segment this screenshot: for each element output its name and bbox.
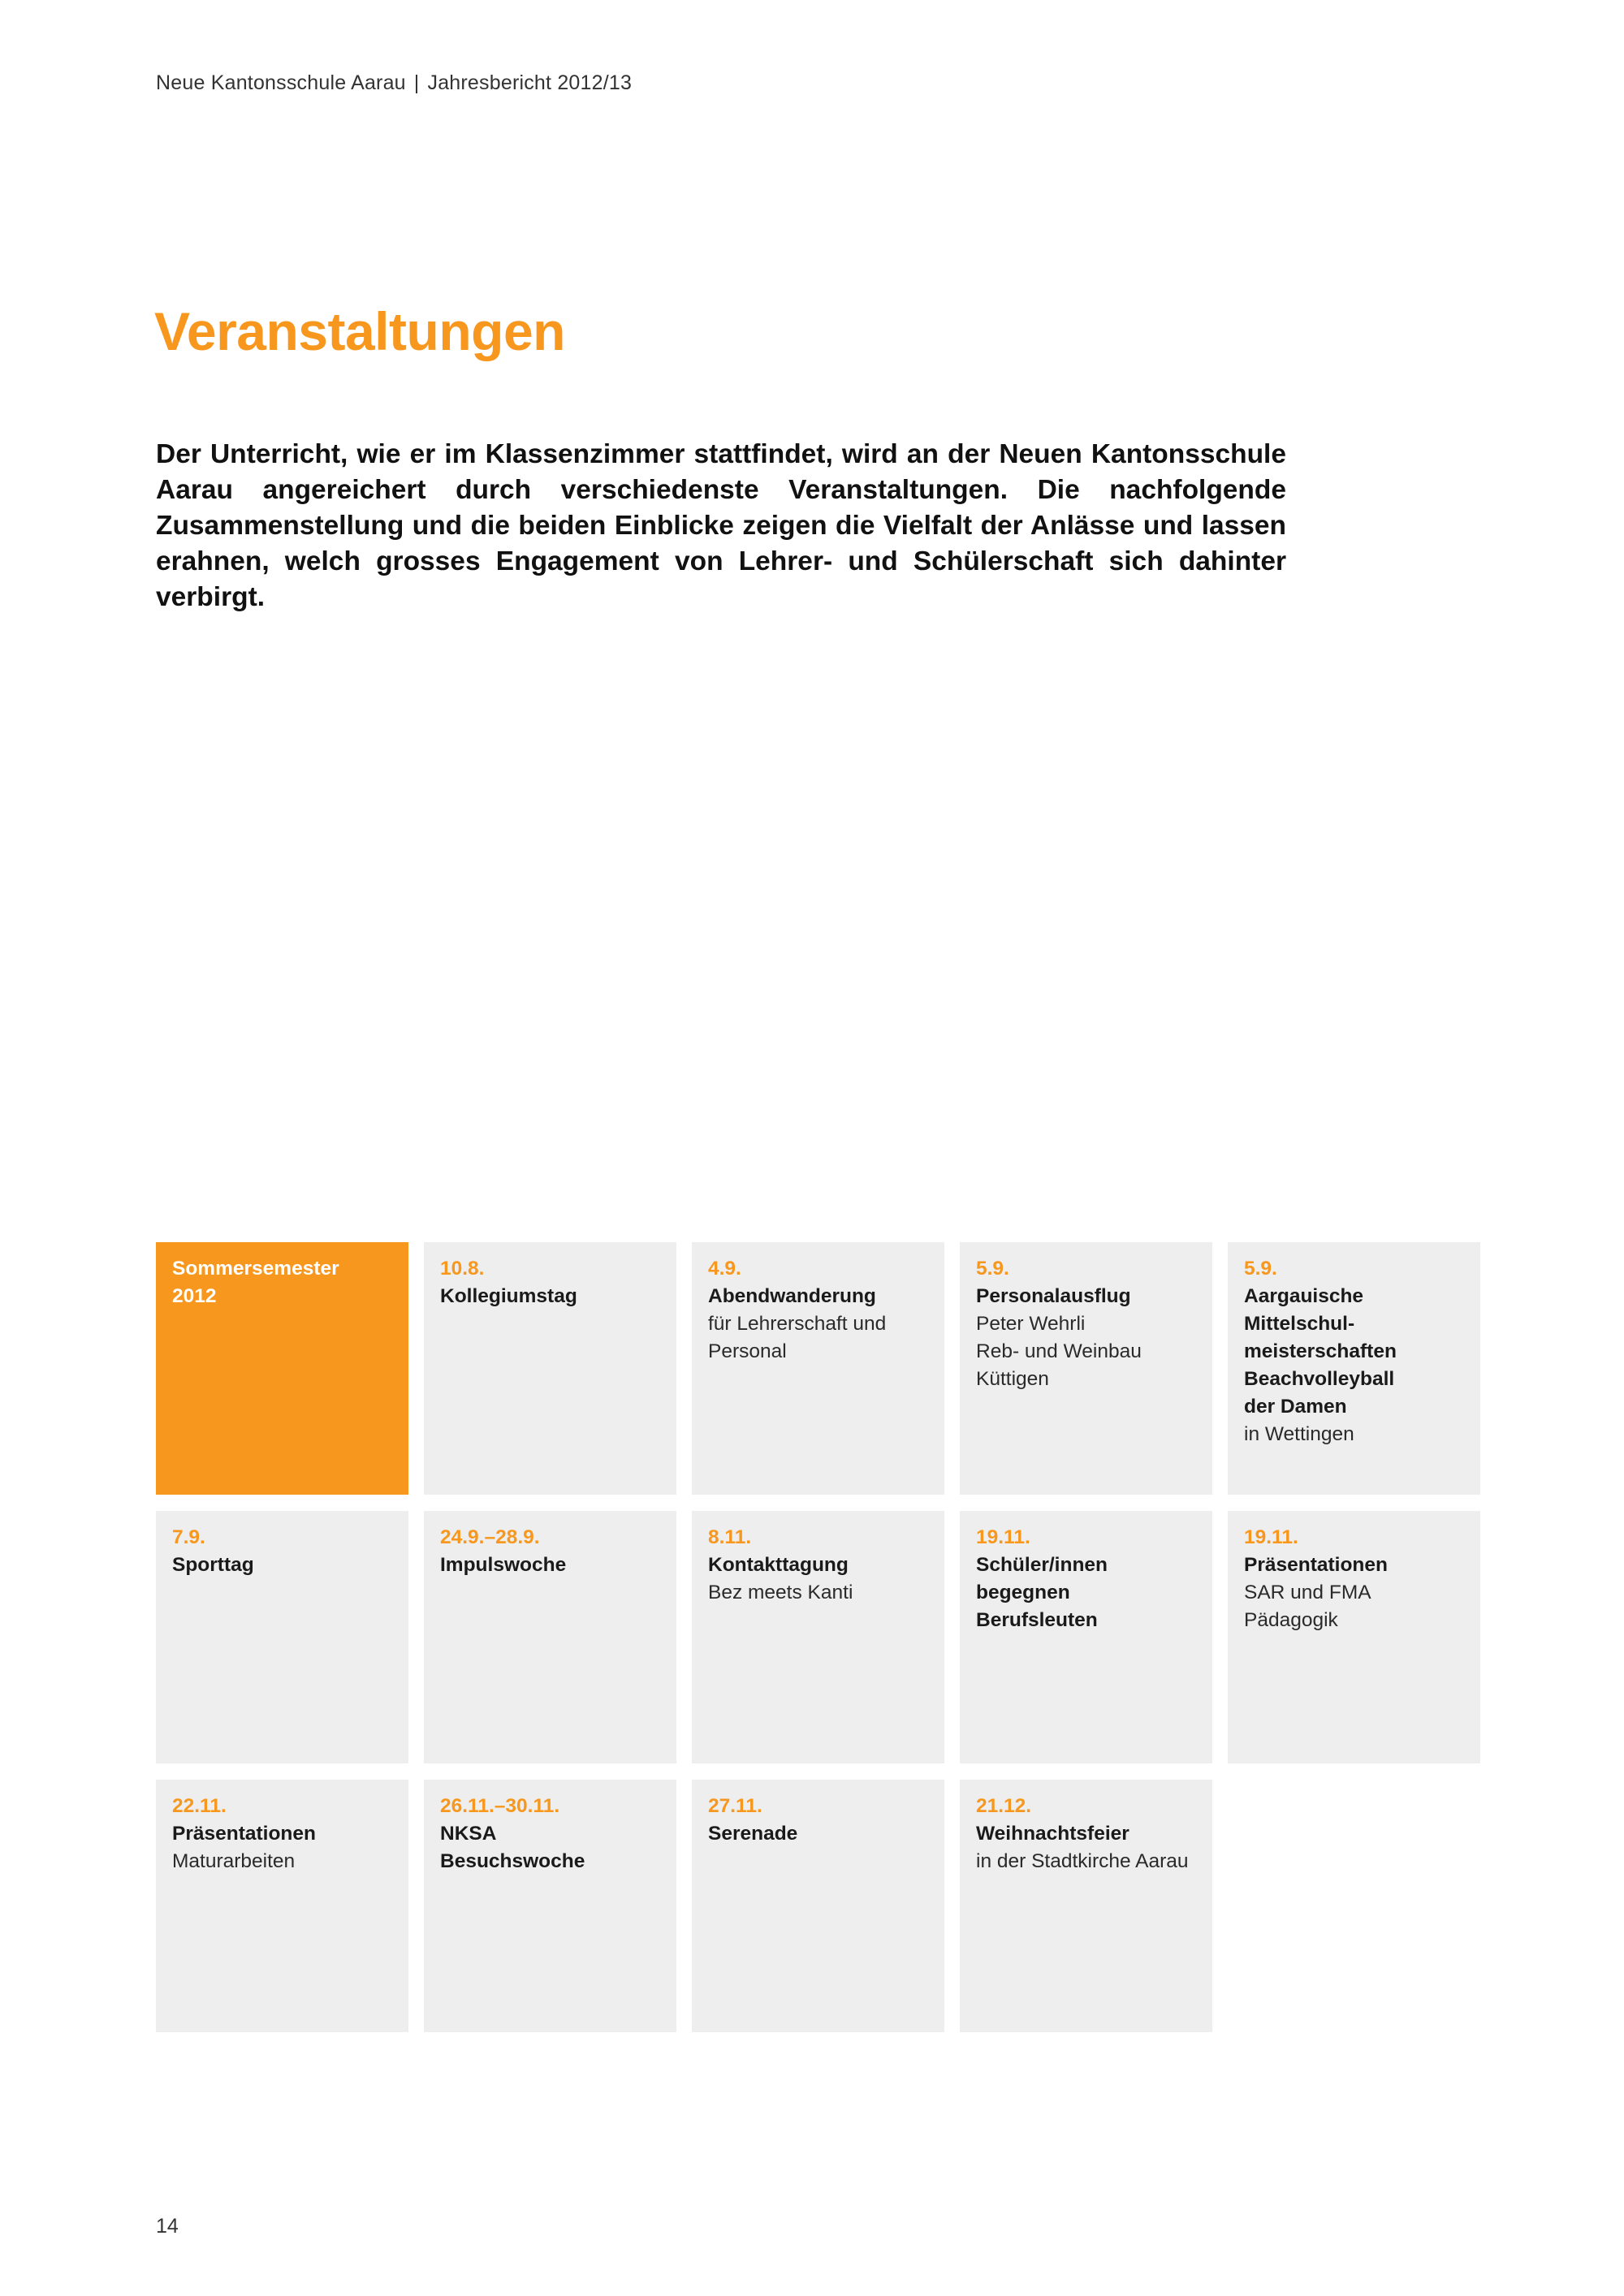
event-date: 27.11. — [708, 1795, 762, 1817]
event-date: 4.9. — [708, 1258, 741, 1280]
page-title: Veranstaltungen — [154, 301, 565, 361]
event-tile — [424, 1242, 676, 1495]
event-tile — [960, 1780, 1212, 2032]
event-detail: in der Stadtkirche Aarau — [976, 1850, 1189, 1872]
event-title: Personalausflug — [976, 1285, 1131, 1307]
event-tile — [960, 1511, 1212, 1763]
header-school-name: Neue Kantonsschule Aarau — [156, 71, 406, 94]
semester-label: Sommersemester 2012 — [172, 1258, 339, 1307]
event-date: 10.8. — [440, 1258, 485, 1280]
event-date: 21.12. — [976, 1795, 1032, 1817]
event-detail: SAR und FMA Pädagogik — [1244, 1582, 1371, 1631]
header-separator: | — [413, 71, 420, 94]
event-title: Kontakttagung — [708, 1554, 849, 1576]
events-grid — [156, 1242, 1480, 2032]
event-title: Serenade — [708, 1823, 798, 1845]
event-tile — [960, 1242, 1212, 1495]
event-title: Schüler/innen begegnen Berufsleuten — [976, 1554, 1108, 1631]
event-detail: für Lehrerschaft und Personal — [708, 1313, 887, 1362]
event-detail: Maturarbeiten — [172, 1850, 296, 1872]
page-number: 14 — [156, 2215, 179, 2238]
event-date: 5.9. — [1244, 1258, 1277, 1280]
event-title: Weihnachtsfeier — [976, 1823, 1129, 1845]
event-date: 5.9. — [976, 1258, 1009, 1280]
event-date: 24.9.–28.9. — [440, 1526, 540, 1548]
event-date: 19.11. — [976, 1526, 1030, 1548]
event-title: NKSA Besuchswoche — [440, 1823, 585, 1872]
header-report-name: Jahresbericht 2012/13 — [427, 71, 633, 94]
event-tile — [424, 1511, 676, 1763]
intro-paragraph: Der Unterricht, wie er im Klassenzimmer stattfindet, wird an der Neuen Kantonsschule Aarau angereichert durch verschiedenste Veranstaltungen. Die nachfolgende Zusammenstellung und die beiden Einblicke zeigen die Vielfalt der Anlässe und lassen erahnen, welch grosses Engagement von Lehrer- und Schülerschaft sich dahinter verbirgt. — [156, 439, 1286, 612]
event-title: Präsentationen — [1244, 1554, 1388, 1576]
event-title: Präsentationen — [172, 1823, 316, 1845]
event-tile — [156, 1511, 408, 1763]
event-date: 26.11.–30.11. — [440, 1795, 560, 1817]
event-tile — [692, 1780, 944, 2032]
event-tile — [156, 1780, 408, 2032]
event-title: Sporttag — [172, 1554, 254, 1576]
event-detail: in Wettingen — [1244, 1423, 1354, 1445]
event-detail: Peter Wehrli Reb- und Weinbau Küttigen — [976, 1313, 1142, 1390]
event-date: 8.11. — [708, 1526, 752, 1548]
event-tile — [1228, 1242, 1480, 1495]
event-title: Impulswoche — [440, 1554, 567, 1576]
event-detail: Bez meets Kanti — [708, 1582, 853, 1603]
event-title: Kollegiumstag — [440, 1285, 577, 1307]
event-date: 7.9. — [172, 1526, 205, 1548]
event-tile — [692, 1511, 944, 1763]
event-title: Abendwanderung — [708, 1285, 876, 1307]
running-header — [156, 71, 632, 95]
event-date: 22.11. — [172, 1795, 227, 1817]
event-tile — [424, 1780, 676, 2032]
event-tile — [1228, 1511, 1480, 1763]
semester-tile — [156, 1242, 408, 1495]
event-tile — [692, 1242, 944, 1495]
event-title: Aargauische Mittelschul- meisterschaften Beachvolleyball der Damen — [1244, 1285, 1397, 1418]
event-date: 19.11. — [1244, 1526, 1298, 1548]
